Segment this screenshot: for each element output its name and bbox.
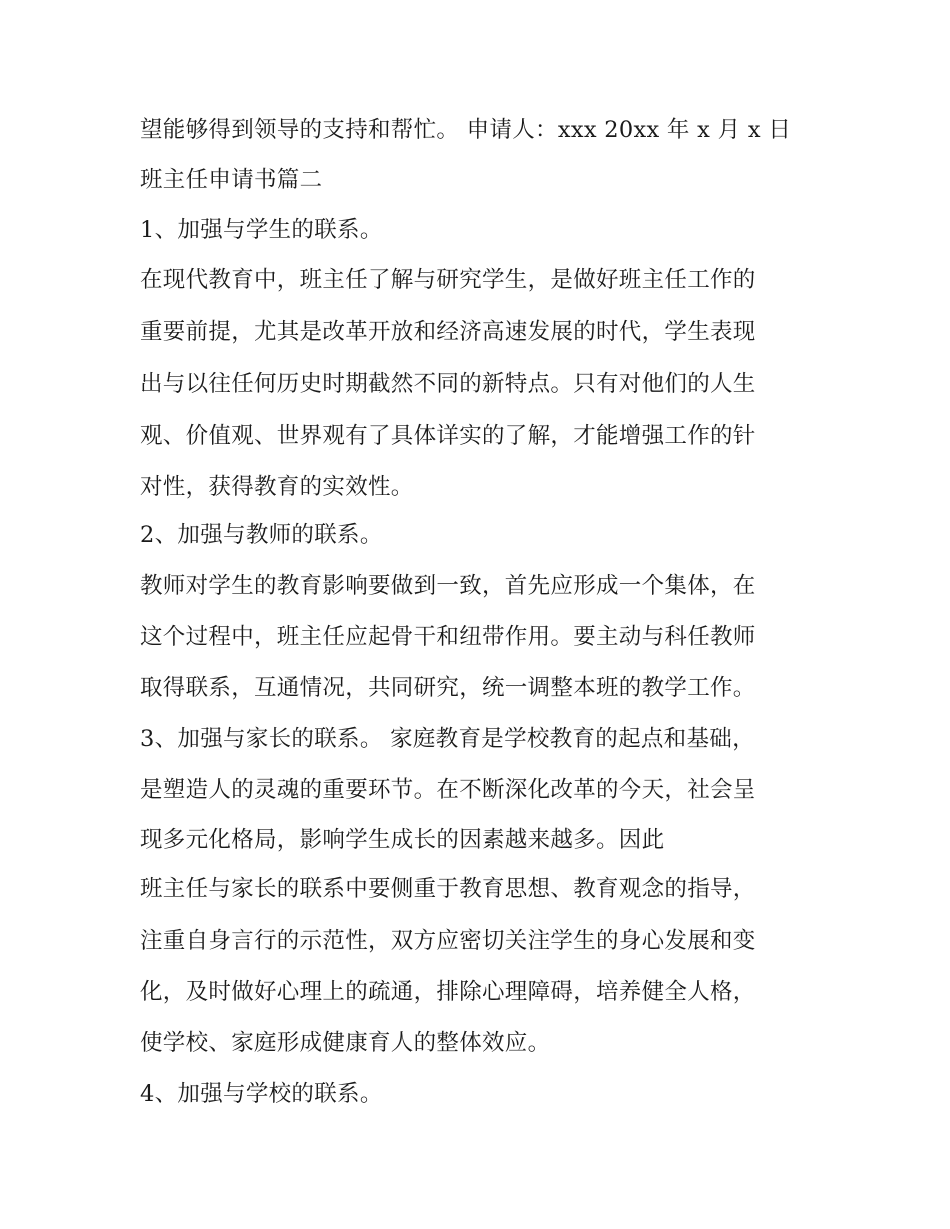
paragraph-line: 重要前提，尤其是改革开放和经济高速发展的时代，学生表现 <box>140 319 756 345</box>
paragraph-line: 现多元化格局，影响学生成长的因素越来越多。因此 <box>140 827 665 853</box>
list-heading-3: 3、加强与家长的联系。 家庭教育是学校教育的起点和基础， <box>140 726 755 752</box>
section-heading: 班主任申请书篇二 <box>140 167 323 193</box>
paragraph-line: 化，及时做好心理上的疏通，排除心理障碍，培养健全人格， <box>140 979 756 1005</box>
paragraph-line: 教师对学生的教育影响要做到一致，首先应形成一个集体，在 <box>140 573 756 599</box>
paragraph-line: 观、价值观、世界观有了具体详实的了解，才能增强工作的针 <box>140 423 756 449</box>
paragraph-line: 出与以往任何历史时期截然不同的新特点。只有对他们的人生 <box>140 371 756 397</box>
list-heading-2: 2、加强与教师的联系。 <box>140 522 383 548</box>
list-heading-4: 4、加强与学校的联系。 <box>140 1081 383 1107</box>
paragraph-line: 使学校、家庭形成健康育人的整体效应。 <box>140 1030 551 1056</box>
paragraph-line: 注重自身言行的示范性，双方应密切关注学生的身心发展和变 <box>140 928 756 954</box>
paragraph-line: 在现代教育中，班主任了解与研究学生，是做好班主任工作的 <box>140 267 756 293</box>
list-heading-1: 1、加强与学生的联系。 <box>140 217 383 243</box>
paragraph-line: 班主任与家长的联系中要侧重于教育思想、教育观念的指导， <box>140 876 756 902</box>
paragraph-line: 对性，获得教育的实效性。 <box>140 474 414 500</box>
text-line-signature: 望能够得到领导的支持和帮忙。 申请人：xxx 20xx 年 x 月 x 日 <box>140 117 792 143</box>
paragraph-line: 取得联系，互通情况，共同研究，统一调整本班的教学工作。 <box>140 675 756 701</box>
paragraph-line: 这个过程中，班主任应起骨干和纽带作用。要主动与科任教师 <box>140 624 756 650</box>
paragraph-line: 是塑造人的灵魂的重要环节。在不断深化改革的今天，社会呈 <box>140 777 756 803</box>
